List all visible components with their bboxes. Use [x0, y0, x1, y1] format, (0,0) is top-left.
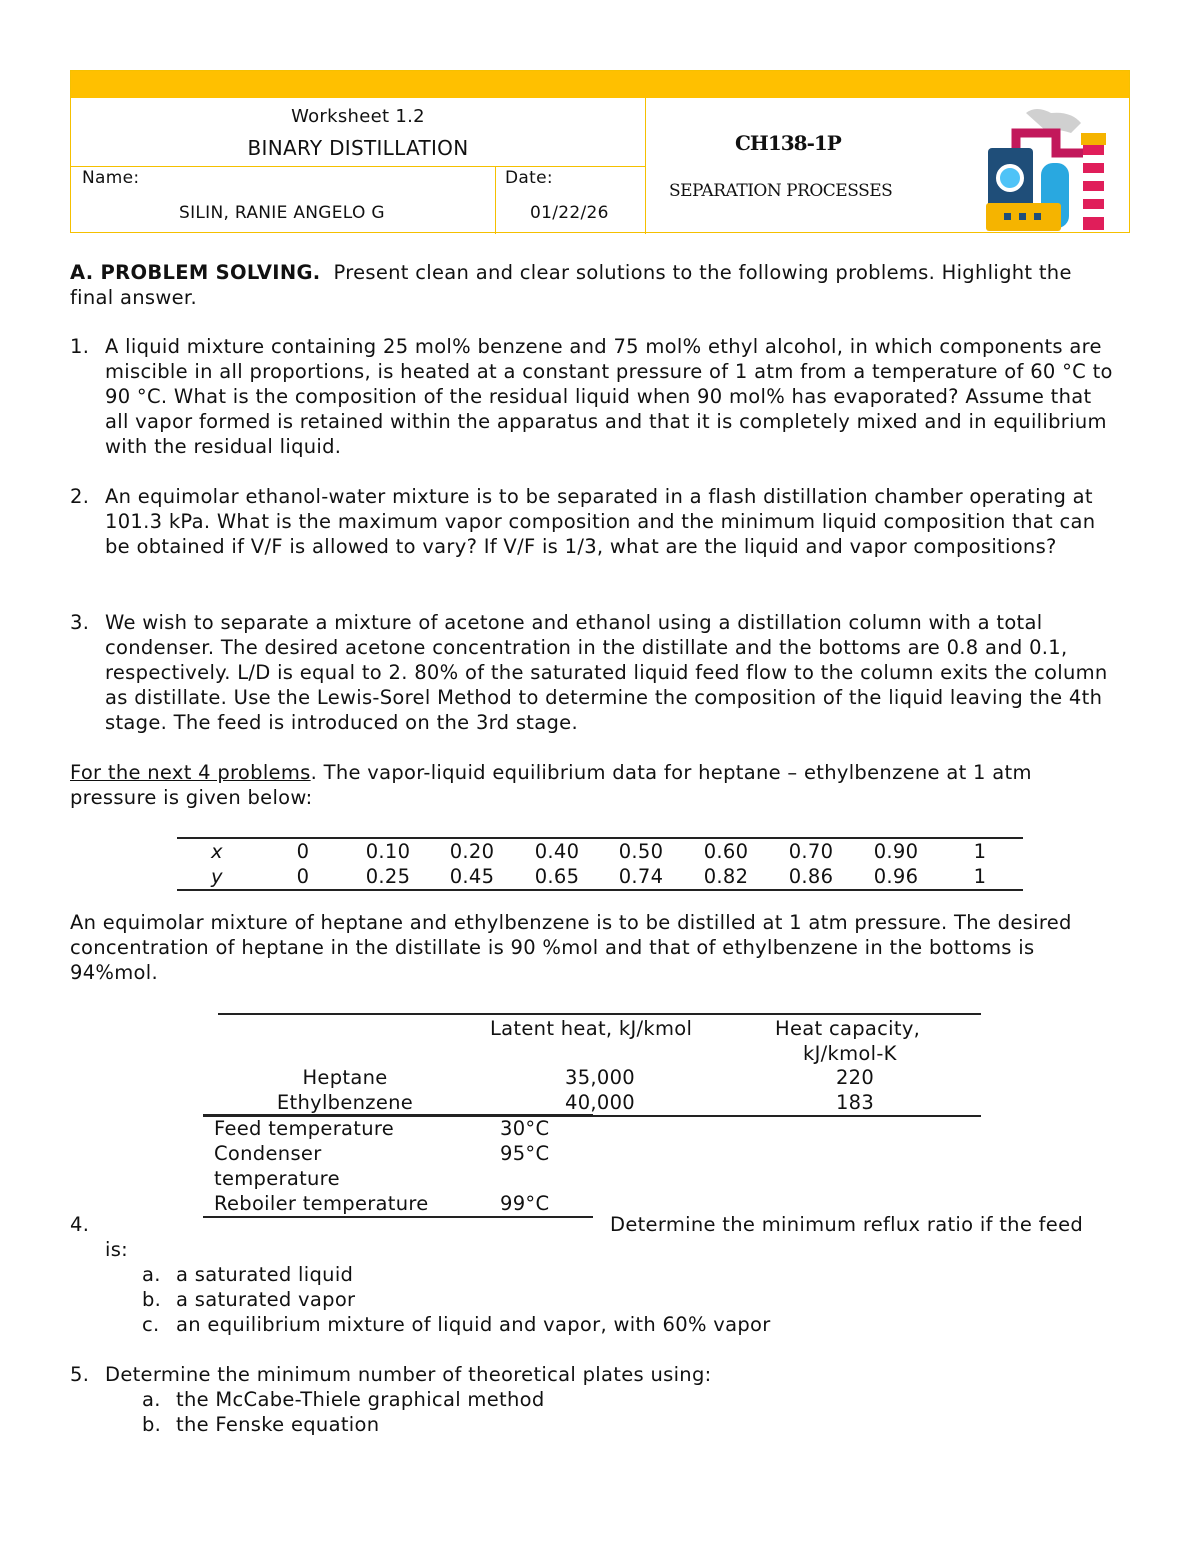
- course-name: SEPARATION PROCESSES: [669, 181, 893, 201]
- vle-y-value: 0: [296, 865, 310, 888]
- cp-value: 220: [835, 1066, 875, 1089]
- row-name: Ethylbenzene: [276, 1091, 414, 1114]
- factory-icon: [986, 103, 1111, 233]
- latent-value: 40,000: [564, 1091, 636, 1114]
- condition-label: Condenser: [214, 1142, 322, 1165]
- vle-y-value: 0.25: [365, 865, 411, 888]
- vle-x-value: 0.90: [873, 840, 919, 863]
- section-instructions: Present clean and clear solutions to the following problems. Highlight the final answer.: [70, 261, 1072, 309]
- row-name: Heptane: [302, 1066, 388, 1089]
- vle-x-value: 0.40: [534, 840, 580, 863]
- name-label: Name:: [82, 168, 140, 188]
- sub-item-text: a saturated vapor: [176, 1288, 356, 1311]
- vle-y-value: 0.86: [788, 865, 834, 888]
- sub-item-text: the McCabe-Thiele graphical method: [176, 1388, 545, 1411]
- problem-5-text: Determine the minimum number of theoretical plates using:: [105, 1363, 712, 1386]
- vle-intro: [70, 760, 1120, 810]
- latent-heat-header: Latent heat, kJ/kmol: [490, 1017, 693, 1040]
- sub-item-letter: a.: [142, 1388, 161, 1411]
- vle-x-value: 0.60: [703, 840, 749, 863]
- vle-y-value: 0.82: [703, 865, 749, 888]
- problem-4-text-cont: is:: [105, 1238, 129, 1261]
- heat-capacity-header: Heat capacity,: [775, 1017, 921, 1040]
- problem-5-number: 5.: [70, 1363, 90, 1386]
- problem-3-number: 3.: [70, 611, 90, 634]
- condition-label: temperature: [214, 1167, 340, 1190]
- condition-label: Feed temperature: [214, 1117, 395, 1140]
- intro-text: . The vapor-liquid equilibrium data for heptane – ethylbenzene at 1 atm pressure is given below:: [70, 761, 1032, 809]
- condition-value: 30°C: [500, 1117, 550, 1140]
- vle-y-value: 0.74: [618, 865, 664, 888]
- latent-value: 35,000: [564, 1066, 636, 1089]
- problem-4-number: 4.: [70, 1213, 90, 1236]
- problem-1-text: A liquid mixture containing 25 mol% benzene and 75 mol% ethyl alcohol, in which components are miscible in all proportions, is heated at a constant pressure of 1 atm from a temperature of 60 °C to 90 °C. What is the composition of the residual liquid when 90 mol% has evaporated? Assume that all vapor formed is retained within the apparatus and that it is completely mixed and in equilibrium with the residual liquid.: [105, 335, 1113, 458]
- worksheet-title: BINARY DISTILLATION: [247, 136, 469, 160]
- section-label: A. PROBLEM SOLVING.: [70, 261, 321, 284]
- problem-4-text: Determine the minimum reflux ratio if the feed: [610, 1213, 1084, 1236]
- vle-y-value: 0.65: [534, 865, 580, 888]
- course-code: CH138-1P: [735, 131, 841, 155]
- sub-item-letter: c.: [142, 1313, 160, 1336]
- vle-x-value: 0.70: [788, 840, 834, 863]
- problem-1-number: 1.: [70, 335, 90, 358]
- vle-y-value: 0.45: [449, 865, 495, 888]
- condition-value: 99°C: [500, 1192, 550, 1215]
- heat-capacity-unit: kJ/kmol-K: [803, 1042, 897, 1065]
- vle-x-value: 0.20: [449, 840, 495, 863]
- cp-value: 183: [835, 1091, 875, 1114]
- vle-x-value: 0.50: [618, 840, 664, 863]
- sub-item-letter: b.: [142, 1413, 162, 1436]
- header-accent-bar: [71, 71, 1129, 98]
- sub-item-text: a saturated liquid: [176, 1263, 354, 1286]
- date-value: 01/22/26: [530, 203, 609, 223]
- vle-x-label: x: [211, 840, 223, 863]
- vle-x-value: 1: [973, 840, 987, 863]
- problem-2-text: An equimolar ethanol-water mixture is to be separated in a flash distillation chamber operating at 101.3 kPa. What is the maximum vapor composition and the minimum liquid composition that can be obtained if V/F is allowed to vary? If V/F is 1/3, what are the liquid and vapor compositions?: [105, 485, 1096, 558]
- worksheet-number: Worksheet 1.2: [291, 106, 425, 127]
- section-a: [70, 260, 1120, 310]
- vle-y-label: y: [211, 865, 223, 888]
- vle-y-value: 1: [973, 865, 987, 888]
- condition-value: 95°C: [500, 1142, 550, 1165]
- date-label: Date:: [505, 168, 553, 188]
- condition-label: Reboiler temperature: [214, 1192, 429, 1215]
- sub-item-text: the Fenske equation: [176, 1413, 380, 1436]
- name-value: SILIN, RANIE ANGELO G: [179, 203, 385, 223]
- vle-y-value: 0.96: [873, 865, 919, 888]
- header-box: [70, 70, 1130, 233]
- sub-item-letter: b.: [142, 1288, 162, 1311]
- mixture-description: An equimolar mixture of heptane and ethylbenzene is to be distilled at 1 atm pressure. The desired concentration of heptane in the distillate is 90 %mol and that of ethylbenzene in the bottoms is 94%mol.: [70, 911, 1072, 984]
- sub-item-letter: a.: [142, 1263, 161, 1286]
- problem-2-number: 2.: [70, 485, 90, 508]
- intro-underlined: For the next 4 problems: [70, 761, 311, 784]
- problem-3-text: We wish to separate a mixture of acetone and ethanol using a distillation column with a total condenser. The desired acetone concentration in the distillate and the bottoms are 0.8 and 0.1, respectively. L/D is equal to 2. 80% of the saturated liquid feed flow to the column exits the column as distillate. Use the Lewis-Sorel Method to determine the composition of the liquid leaving the 4th stage. The feed is introduced on the 3rd stage.: [105, 611, 1108, 734]
- vle-x-value: 0: [296, 840, 310, 863]
- sub-item-text: an equilibrium mixture of liquid and vapor, with 60% vapor: [176, 1313, 771, 1336]
- vle-x-value: 0.10: [365, 840, 411, 863]
